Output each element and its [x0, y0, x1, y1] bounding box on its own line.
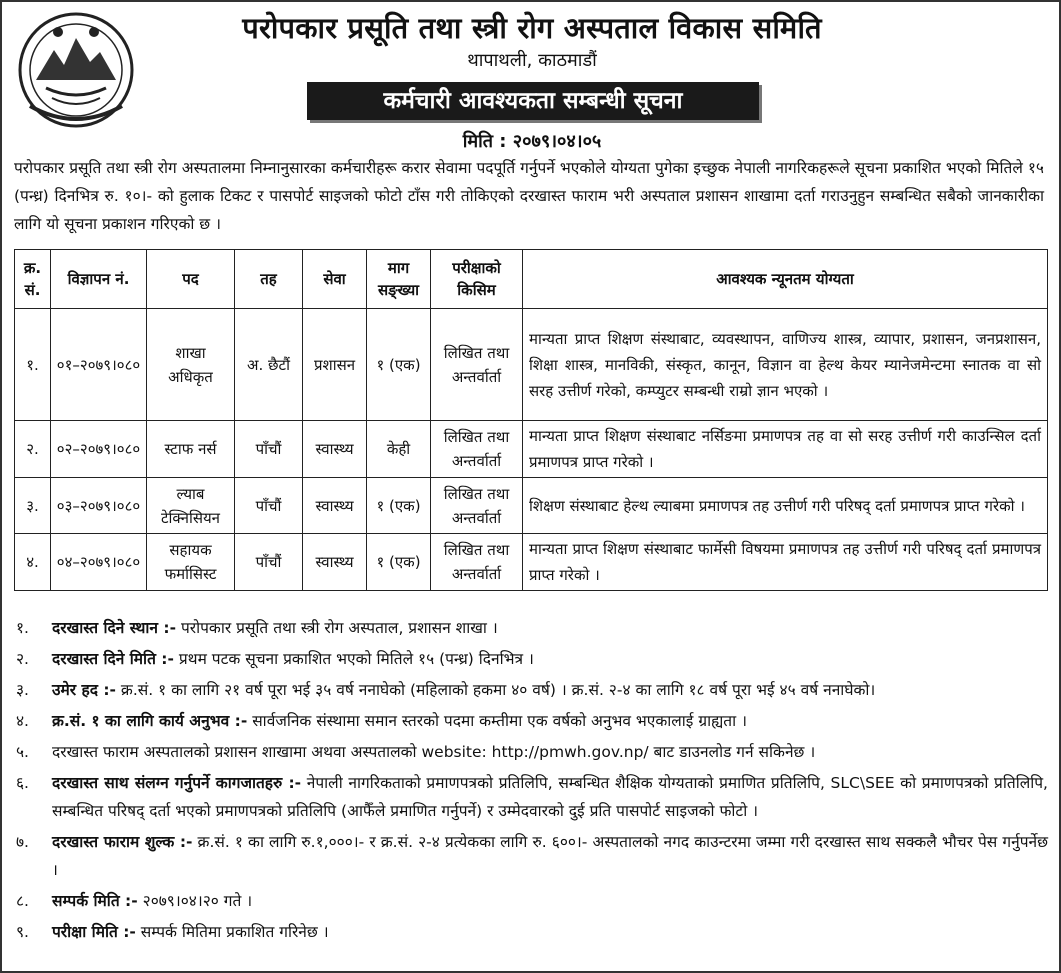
- note-text: परोपकार प्रसूति तथा स्त्री रोग अस्पताल, प्रशासन शाखा ।: [176, 619, 498, 637]
- header-exam: परीक्षाको किसिम: [431, 250, 523, 309]
- list-item: [14, 887, 1048, 915]
- cell-demand: १ (एक): [367, 478, 431, 534]
- intro-paragraph: परोपकार प्रसूति तथा स्त्री रोग अस्पतालमा निम्नानुसारका कर्मचारीहरू करार सेवामा पदपूर्ति गर्नुपर्ने भएकोले योग्यता पुगेका इच्छुक नेपाली नागरिकहरूले सूचना प्रकाशित भएको मितिले १५ (पन्ध्र) दिनभित्र रु. १०।- को हुलाक टिकट र पासपोर्ट साइजको फोटो टाँस गरी तोकिएको दरखास्त फाराम भरी अस्पताल प्रशासन शाखामा दर्ता गराउनुहुन सम्बन्धित सबैको जानकारीका लागि यो सूचना प्रकाशन गरिएको छ ।: [14, 159, 1044, 233]
- notice-date: मिति : २०७९।०४।०५: [462, 131, 602, 152]
- cell-level: पाँचौं: [235, 534, 303, 591]
- note-key: क्र.सं. १ का लागि कार्य अनुभव :-: [52, 712, 248, 730]
- cell-qualification: मान्यता प्राप्त शिक्षण संस्थाबाट, व्यवस्थापन, वाणिज्य शास्त्र, व्यापार, प्रशासन, जनप्रशासन, शिक्षा शास्त्र, मानविकी, संस्कृत, कानून, विज्ञान वा हेल्थ केयर म्यानेजमेन्टमा स्नातक वा सो सरह उत्तीर्ण गरेको, कम्प्युटर सम्बन्धी राम्रो ज्ञान भएको ।: [523, 309, 1048, 421]
- cell-exam: लिखित तथा अन्तर्वार्ता: [431, 478, 523, 534]
- note-key: दरखास्त साथ संलग्न गर्नुपर्ने कागजातहरु :-: [52, 774, 302, 792]
- cell-service: स्वास्थ्य: [303, 478, 367, 534]
- note-number: ८.: [16, 892, 29, 910]
- list-item: [14, 769, 1048, 825]
- cell-ad-no: ०३–२०७९।०८०: [51, 478, 147, 534]
- cell-service: स्वास्थ्य: [303, 534, 367, 591]
- organization-address: थापाथली, काठमाडौं: [467, 50, 597, 71]
- cell-service: प्रशासन: [303, 309, 367, 421]
- cell-service: स्वास्थ्य: [303, 421, 367, 478]
- table-row: [15, 478, 1048, 534]
- header-sn: क्र. सं.: [15, 250, 51, 309]
- cell-sn: ३.: [15, 478, 51, 534]
- note-key: सम्पर्क मिति :-: [52, 892, 138, 910]
- cell-demand: १ (एक): [367, 534, 431, 591]
- note-key: उमेर हद :-: [52, 681, 116, 699]
- cell-post: सहायक फर्मासिस्ट: [147, 534, 235, 591]
- cell-demand: केही: [367, 421, 431, 478]
- cell-demand: १ (एक): [367, 309, 431, 421]
- note-number: ३.: [16, 681, 29, 699]
- cell-exam: लिखित तथा अन्तर्वार्ता: [431, 309, 523, 421]
- cell-exam: लिखित तथा अन्तर्वार्ता: [431, 421, 523, 478]
- note-number: २.: [16, 650, 29, 668]
- vacancy-table: [14, 249, 1048, 591]
- cell-exam: लिखित तथा अन्तर्वार्ता: [431, 534, 523, 591]
- header-demand: माग सङ्ख्या: [367, 250, 431, 309]
- notice-title: कर्मचारी आवश्यकता सम्बन्धी सूचना: [307, 82, 759, 120]
- table-row: [15, 309, 1048, 421]
- cell-post: स्टाफ नर्स: [147, 421, 235, 478]
- note-key: परीक्षा मिति :-: [52, 923, 136, 941]
- list-item: [14, 828, 1048, 884]
- note-key: दरखास्त फाराम शुल्क :-: [52, 833, 193, 851]
- header-post: पद: [147, 250, 235, 309]
- note-text: सम्पर्क मितिमा प्रकाशित गरिनेछ ।: [135, 923, 329, 941]
- cell-qualification: मान्यता प्राप्त शिक्षण संस्थाबाट फार्मेसी विषयमा प्रमाणपत्र तह उत्तीर्ण गरी परिषद् दर्ता प्रमाणपत्र प्राप्त गरेको ।: [523, 534, 1048, 591]
- note-key: दरखास्त दिने मिति :-: [52, 650, 174, 668]
- note-text: प्रथम पटक सूचना प्रकाशित भएको मितिले १५ (पन्ध्र) दिनभित्र ।: [173, 650, 534, 668]
- list-item: [14, 676, 1048, 704]
- header-level: तह: [235, 250, 303, 309]
- note-text: सार्वजनिक संस्थामा समान स्तरको पदमा कम्तीमा एक वर्षको अनुभव भएकालाई ग्राह्यता ।: [247, 712, 747, 730]
- note-text: २०७९।०४।२० गते ।: [137, 892, 253, 910]
- cell-ad-no: ०४–२०७९।०८०: [51, 534, 147, 591]
- cell-ad-no: ०२–२०७९।०८०: [51, 421, 147, 478]
- notes-list: [14, 614, 1048, 949]
- note-number: ९.: [16, 923, 29, 941]
- table-row: [15, 534, 1048, 591]
- header-service: सेवा: [303, 250, 367, 309]
- cell-post: शाखा अधिकृत: [147, 309, 235, 421]
- organization-name: परोपकार प्रसूति तथा स्त्री रोग अस्पताल विकास समिति: [242, 11, 822, 45]
- cell-ad-no: ०१–२०७९।०८०: [51, 309, 147, 421]
- cell-sn: ४.: [15, 534, 51, 591]
- list-item: [14, 645, 1048, 673]
- note-number: ५.: [16, 743, 29, 761]
- cell-level: पाँचौं: [235, 478, 303, 534]
- cell-sn: २.: [15, 421, 51, 478]
- government-emblem-icon: [16, 10, 136, 130]
- header-qualification: आवश्यक न्यूनतम योग्यता: [523, 250, 1048, 309]
- cell-level: पाँचौं: [235, 421, 303, 478]
- note-key: दरखास्त दिने स्थान :-: [52, 619, 177, 637]
- header-ad-no: विज्ञापन नं.: [51, 250, 147, 309]
- cell-post: ल्याब टेक्निसियन: [147, 478, 235, 534]
- cell-sn: १.: [15, 309, 51, 421]
- note-text: क्र.सं. १ का लागि रु.१,०००।- र क्र.सं. २-४ प्रत्येकका लागि रु. ६००।- अस्पतालको नगद काउन्टरमा जम्मा गरी दरखास्त साथ सक्कलै भौचर पेस गर्नुपर्नेछ ।: [52, 833, 1048, 879]
- cell-qualification: शिक्षण संस्थाबाट हेल्थ ल्याबमा प्रमाणपत्र तह उत्तीर्ण गरी परिषद् दर्ता प्रमाणपत्र प्राप्त गरेको ।: [523, 478, 1048, 534]
- table-row: [15, 421, 1048, 478]
- note-text: क्र.सं. १ का लागि २१ वर्ष पूरा भई ३५ वर्ष ननाघेको (महिलाको हकमा ४० वर्ष) । क्र.सं. २-४ का लागि १८ वर्ष पूरा भई ४५ वर्ष ननाघेको।: [116, 681, 876, 699]
- cell-level: अ. छैटौं: [235, 309, 303, 421]
- note-text: दरखास्त फाराम अस्पतालको प्रशासन शाखामा अथवा अस्पतालको website: http://pmwh.gov.np/ बाट डाउनलोड गर्न सकिनेछ ।: [52, 743, 816, 761]
- note-number: १.: [16, 619, 29, 637]
- table-header-row: [15, 250, 1048, 309]
- note-text: नेपाली नागरिकताको प्रमाणपत्रको प्रतिलिपि, सम्बन्धित शैक्षिक योग्यताको प्रमाणित प्रतिलिपि, SLC\SEE को प्रमाणपत्रको प्रतिलिपि, सम्बन्धित परिषद् दर्ता भएको प्रमाणपत्रको प्रतिलिपि (आफैँले प्रमाणित गर्नुपर्ने) र उम्मेदवारको दुई प्रति पासपोर्ट साइजको फोटो ।: [52, 774, 1048, 820]
- note-number: ७.: [16, 833, 29, 851]
- cell-qualification: मान्यता प्राप्त शिक्षण संस्थाबाट नर्सिङमा प्रमाणपत्र तह वा सो सरह उत्तीर्ण गरी काउन्सिल दर्ता प्रमाणपत्र प्राप्त गरेको ।: [523, 421, 1048, 478]
- note-number: ४.: [16, 712, 29, 730]
- list-item: [14, 918, 1048, 946]
- list-item: [14, 614, 1048, 642]
- note-number: ६.: [16, 774, 29, 792]
- list-item: [14, 707, 1048, 735]
- list-item: [14, 738, 1048, 766]
